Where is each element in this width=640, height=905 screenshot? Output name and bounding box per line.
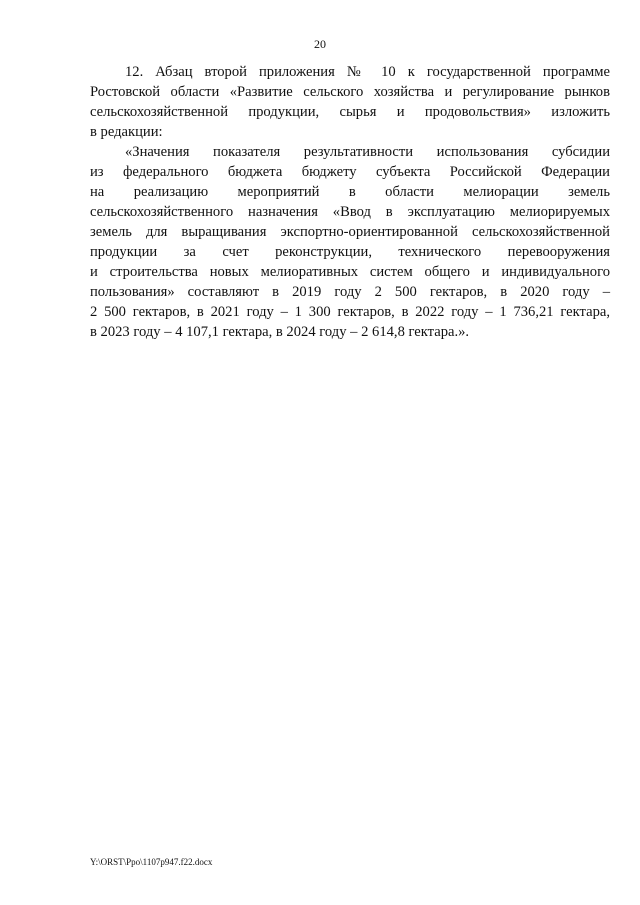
paragraph-amendment-instruction [90,62,610,142]
text-line: и строительства новых мелиоративных систем общего и индивидуального [90,264,610,280]
text-line: 12. Абзац второй приложения № 10 к государственной программе [125,64,610,80]
paragraph-amended-text [90,142,610,342]
text-line: сельскохозяйственной продукции, сырья и продовольствия» изложить [90,104,610,120]
text-line: 2 500 гектаров, в 2021 году – 1 300 гектаров, в 2022 году – 1 736,21 гектара, [90,304,610,320]
text-line: продукции за счет реконструкции, технического перевооружения [90,244,610,260]
text-line: «Значения показателя результативности использования субсидии [125,144,610,160]
text-line: земель для выращивания экспортно-ориентированной сельскохозяйственной [90,224,610,240]
text-line: пользования» составляют в 2019 году 2 500 гектаров, в 2020 году – [90,284,610,300]
document-body [90,62,610,342]
page-number: 20 [314,37,326,51]
footer-file-path: Y:\ORST\Ppo\1107p947.f22.docx [90,857,213,867]
text-line: в редакции: [90,124,163,140]
text-line: Ростовской области «Развитие сельского хозяйства и регулирование рынков [90,84,610,100]
text-line: из федерального бюджета бюджету субъекта Российской Федерации [90,164,610,180]
text-line: на реализацию мероприятий в области мелиорации земель [90,184,610,200]
text-line: в 2023 году – 4 107,1 гектара, в 2024 году – 2 614,8 гектара.». [90,324,470,340]
text-line: сельскохозяйственного назначения «Ввод в эксплуатацию мелиорируемых [90,204,610,220]
